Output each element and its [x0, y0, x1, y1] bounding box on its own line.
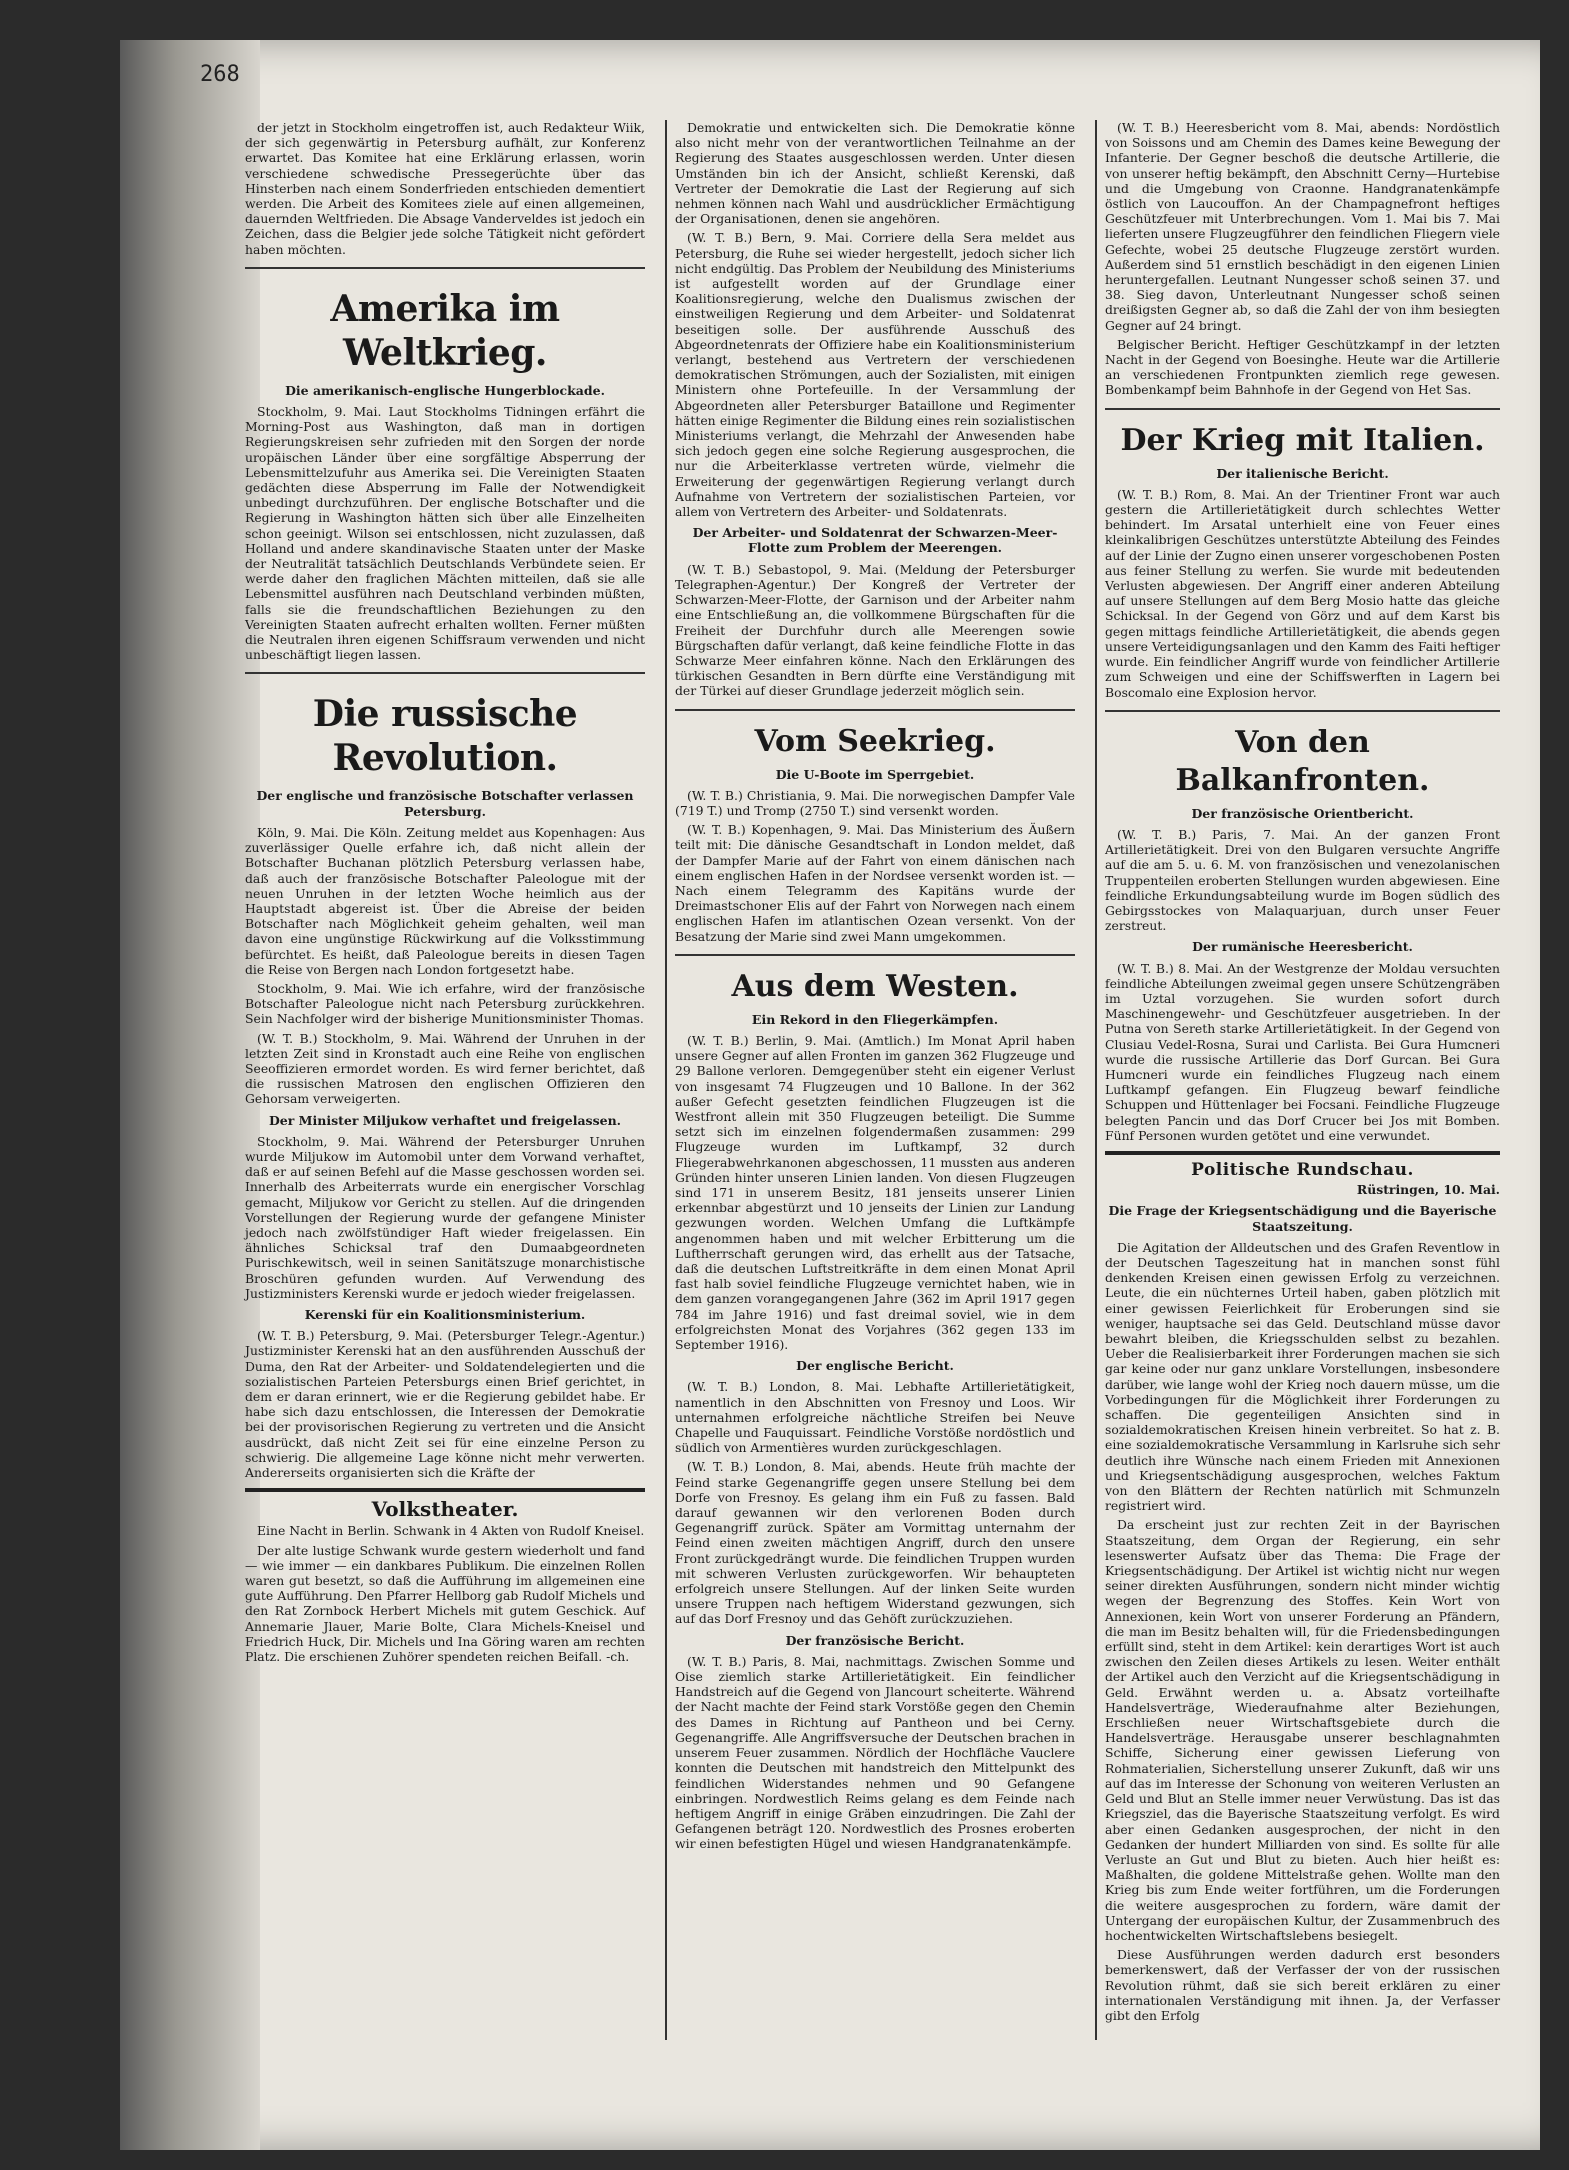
subheading: Der englische Bericht.: [796, 1358, 954, 1374]
article-text: (W. T. B.) Heeresbericht vom 8. Mai, abends: Nordöstlich von Soissons und am Chemin des Dames keine Bewegung der Infanterie. Der Gegner beschoß die deutsche Artillerie, die von unserer heftig bekämpft, den Abschnitt Cerny—Hurtebise und die Umgebung von Craonne. Handgranatenkämpfe östlich von Laucouffon. An der Champagnefront heftiges Geschützfeuer mit Unterbrechungen. Vom 1. Mai bis 7. Mai lieferten unsere Flugzeugführer den feindlichen Fliegern viele Gefechte, wobei 25 deutsche Flugzeuge zerstört wurden. Außerdem sind 51 ernstlich beschädigt in den eigenen Linien heruntergefallen. Leutnant Nungesser schoß seinen 37. und 38. Sieg davon, Unterleutnant Nungesser schoß seinen dreißigsten Gegner ab, so daß die Zahl der von ihm besiegten Gegner auf 24 bringt.: [1105, 120, 1500, 333]
column-1: [245, 120, 645, 1668]
headline-revolution: Die russische Revolution.: [312, 693, 578, 780]
article-text: Der alte lustige Schwank wurde gestern wiederholt und fand — wie immer — ein dankbares Publikum. Die einzelnen Rollen waren gut besetzt, so daß die Aufführung im allgemeinen eine gute Aufführung. Den Pfarrer Hellborg gab Rudolf Michels und den Rat Zornbock Herbert Michels mit gutem Geschick. Auf Annemarie Jlauer, Marie Bolte, Clara Michels-Kneisel und Friedrich Huck, Dir. Michels und Ina Göring waren am rechten Platz. Die erschienen Zuhörer spendeten reichen Beifall. -ch.: [245, 1542, 645, 1665]
subheading: Die U-Boote im Sperrgebiet.: [775, 766, 975, 782]
subheading: Der Minister Miljukow verhaftet und freigelassen.: [268, 1112, 622, 1128]
headline-theater: Volkstheater.: [371, 1497, 519, 1522]
column-rule: [1095, 120, 1097, 2040]
article-text: (W. T. B.) Paris, 8. Mai, nachmittags. Zwischen Somme und Oise ziemlich starke Artillerietätigkeit. Ein feindlicher Handstreich auf die Gegend von Jlancourt scheiterte. Während der Nacht machte der Feind stark Vorstöße gegen den Chemin des Dames in Richtung auf Pantheon und bei Cerny. Gegenangriffe. Alle Angriffsversuche der Deutschen brachen in unserem Feuer zusammen. Nördlich der Hochfläche Vauclere konnten die Deutschen mit handstreich den Mittelpunkt des feindlichen Widerstandes nehmen und 90 Gefangene einbringen. Nordwestlich Reims gelang es dem Feinde nach heftigem Angriff in einige Gräben einzudringen. Die Zahl der Gefangenen beträgt 120. Nordwestlich des Prosnes eroberten wir einen befestigten Hügel und wiesen Handgranatenkämpfe.: [675, 1653, 1075, 1852]
divider: [245, 267, 645, 269]
divider: [675, 954, 1075, 956]
column-3: [1105, 120, 1500, 2027]
subheading: Die Frage der Kriegsentschädigung und die Bayerische Staatszeitung.: [1108, 1203, 1497, 1234]
subheading: Der französische Bericht.: [785, 1632, 965, 1648]
divider: [245, 1488, 645, 1492]
divider: [245, 672, 645, 674]
article-text: Diese Ausführungen werden dadurch erst besonders bemerkenswert, daß der Verfasser der von der russischen Revolution rühmt, daß sie sich bereit erklären zu einer internationalen Verständigung mit ihnen. Ja, der Verfasser gibt den Erfolg: [1105, 1947, 1500, 2023]
article-text: (W. T. B.) Christiania, 9. Mai. Die norwegischen Dampfer Vale (719 T.) und Tromp (2750 T.) sind versenkt worden.: [675, 787, 1075, 818]
article-text: (W. T. B.) Stockholm, 9. Mai. Während der Unruhen in der letzten Zeit sind in Kronstadt auch eine Reihe von englischen Seeoffizieren ermordet worden. Es wird ferner berichtet, daß die russischen Matrosen den englischen Offizieren den Gehorsam verweigerten.: [245, 1030, 645, 1107]
subheading: Der italienische Bericht.: [1216, 465, 1389, 481]
subheading: Ein Rekord in den Fliegerkämpfen.: [751, 1011, 999, 1027]
dateline: Rüstringen, 10. Mai.: [1356, 1182, 1500, 1198]
headline-balkan: Von den Balkanfronten.: [1175, 724, 1430, 798]
article-text: Stockholm, 9. Mai. Laut Stockholms Tidningen erfährt die Morning-Post aus Washington, daß man in dortigen Regierungskreisen sehr zufrieden mit den Sorgen der norde uropäischen Länder über eine sorgfältige Absperrung der Lebensmittelzufuhr aus Amerika sei. Die Vereinigten Staaten gedächten diese Absperrung im Falle der Notwendigkeit unbedingt durchzuführen. Der englische Botschafter und die Regierung in Washington hätten sich über alle Einzelheiten schon geeinigt. Wilson sei entschlossen, nicht zuzulassen, daß Holland und andere skandinavische Staaten unter der Maske der Neutralität tatsächlich Deutschlands Verbündete seien. Er werde daher den fraglichen Mächten mitteilen, daß sie alle Lebensmittel ausführen nach Deutschland verbinden müßten, falls sie die freundschaftlichen Beziehungen zu den Vereinigten Staaten aufrecht erhalten wollten. Ferner müßten die Neutralen ihren eigenen Schiffsraum verwenden und nicht unbeschäftigt liegen lassen.: [245, 404, 645, 663]
subheading: Der rumänische Heeresbericht.: [1192, 939, 1413, 955]
divider: [1105, 710, 1500, 712]
newspaper-page: [120, 40, 1540, 2150]
article-text: (W. T. B.) London, 8. Mai, abends. Heute früh machte der Feind starke Gegenangriffe gegen unsere Stellung bei dem Dorfe von Fresnoy. Es gelang ihm ein Fuß zu fassen. Bald darauf gewannen wir den verlorenen Boden durch Gegenangriff zurück. Später am Vormittag unternahm der Feind einen zweiten mächtigen Angriff, durch den unsere Front zurückgedrängt wurde. Die feindlichen Truppen wurden mit schweren Verlusten zurückgeworfen. Wir behaupteten erfolgreich unsere Stellungen. Auf der linken Seite wurden unsere Truppen nach heftigem Widerstand gezwungen, sich auf das Dorf Fresnoy und das Gehöft zurückzuziehen.: [675, 1459, 1075, 1627]
article-text: (W. T. B.) Petersburg, 9. Mai. (Petersburger Telegr.-Agentur.) Justizminister Kerenski hat an den ausführenden Ausschuß der Duma, den Rat der Arbeiter- und Soldatendelegierten und die sozialistischen Parteien Petersburgs einen Brief gerichtet, in dem er daran erinnert, wie er die Regierung gebildet habe. Er habe sich dazu entschlossen, die Interessen der Demokratie bei der provisorischen Regierung zu vertreten und die Ansicht ausdrückt, daß nicht Zeit sei für eine einzelne Person zu schwierig. Die allgemeine Lage könne nicht mehr verwerten. Andererseits organisierten sich die Kräfte der: [245, 1328, 645, 1481]
article-text: (W. T. B.) Berlin, 9. Mai. (Amtlich.) Im Monat April haben unsere Gegner auf allen Fronten im ganzen 362 Flugzeuge und 29 Ballone verloren. Demgegenüber steht ein eigener Verlust von insgesamt 74 Flugzeugen und 10 Ballone. In der 362 außer Gefecht gesetzten feindlichen Flugzeugen ist die Westfront allein mit 350 Flugzeugen beteiligt. Die Summe setzt sich im einzelnen folgendermaßen zusammen: 299 Flugzeuge wurden im Luftkampf, 32 durch Fliegerabwehrkanonen abgeschossen, 11 mussten aus anderen Gründen hinter unseren Linien landen. Von diesen Flugzeugen sind 171 in unserem Besitz, 181 jenseits unserer Linien erkennbar abgestürzt und 10 jenseits der Linien zur Landung gezwungen worden. Welchen Umfang die Luftkämpfe angenommen haben und mit welcher Erbitterung um die Luftherrschaft gerungen wird, das erhellt aus der Tatsache, daß die deutschen Luftstreitkräfte in dem einen Monat April fast halb soviel feindliche Flugzeuge vernichtet haben, wie in dem ganzen vorangegangenen Jahre (362 im April 1917 gegen 784 im Jahre 1916) und fast dreimal soviel, wie in dem erfolgreichsten Monat des Vorjahres (362 gegen 133 im September 1916).: [675, 1032, 1075, 1353]
article-text: Da erscheint just zur rechten Zeit in der Bayrischen Staatszeitung, dem Organ der Regierung, ein sehr lesenswerter Aufsatz über das Thema: Die Frage der Kriegsentschädigung. Der Artikel ist wichtig nicht nur wegen seiner direkten Ausführungen, sondern nicht minder wichtig wegen der Begrenzung des Stoffes. Kein Wort von Annexionen, kein Wort von unserer Forderung an Pfändern, die man im Besitz behalten will, für die Friedensbedingungen erfüllt sind, steht in dem Artikel: kein derartiges Wort ist auch zwischen den Zeilen dieses Artikels zu lesen. Weiter enthält der Artikel auch den Verzicht auf die Kriegsentschädigung in Geld. Erwähnt werden u. a. Absatz vorteilhafte Handelsverträge, Wiederaufnahme alter Beziehungen, Erschließen neuer Wirtschaftsgebiete durch die Handelsverträge. Herausgabe unserer beschlagnahmten Schiffe, Sicherung einer gewissen Lieferung von Rohmaterialien, Sicherstellung unserer Zukunft, daß wir uns auf das im Interesse der Schonung von weiteren Verlusten an Geld und Blut an Stelle immer neuer Verwüstung. Das ist das Kriegsziel, das die Bayerische Staatszeitung verfolgt. Es wird aber einen Gedanken ausgesprochen, der nicht in den Gedanken der hundert Milliarden von sind. Es sollte für alle Verluste an Gut und Blut zu bieten. Auch hier heißt es: Maßhalten, die goldene Mittelstraße gehen. Wollte man den Krieg bis zum Ende weiter fortführen, um die Forderungen die weitere ausgesprochen zu fordern, wäre damit der Untergang der europäischen Kultur, der Zusammenbruch des hochentwickelten Wirtschaftslebens besiegelt.: [1105, 1517, 1500, 1943]
headline-rundschau: Politische Rundschau.: [1191, 1159, 1414, 1180]
article-text: Stockholm, 9. Mai. Wie ich erfahre, wird der französische Botschafter Paleologue nicht nach Petersburg zurückkehren. Sein Nachfolger wird der bisherige Munitionsminister Thomas.: [245, 980, 645, 1027]
subheading: Der französische Orientbericht.: [1191, 805, 1414, 821]
divider: [1105, 408, 1500, 410]
article-text: (W. T. B.) Paris, 7. Mai. An der ganzen Front Artillerietätigkeit. Drei von den Bulgaren versuchte Angriffe auf die am 5. u. 6. M. von französischen und venezolanischen Truppenteilen eroberten Stellungen wurden abgewiesen. Eine feindliche Erkundungsabteilung wurde im Bogen südlich des Gebirgsstockes von Malaquarjuan, durch unser Feuer zerstreut.: [1105, 826, 1500, 934]
column-2: [675, 120, 1075, 1856]
article-text: Die Agitation der Alldeutschen und des Grafen Reventlow in der Deutschen Tageszeitung hat in manchen sonst fühl denkenden Kreisen einen gewissen Erfolg zu verzeichnen. Leute, die ein nüchternes Urteil haben, gaben plötzlich mit einer gewissen Feierlichkeit für Eroberungen sind sie weniger, hauptsache sei das Geld. Deutschland müsse davor bewahrt bleiben, die Kriegsschulden selbst zu bezahlen. Ueber die Realisierbarkeit ihrer Forderungen machen sie sich gar keine oder nur ganz unklare Vorstellungen, insbesondere darüber, wie lange wohl der Krieg noch dauern müsse, um die Vorbedingungen für die Möglichkeit ihrer Forderungen zu schaffen. Die gegenteiligen Ansichten sind in sozialdemokratischen Kreisen hinein verbreitet. So hat z. B. eine sozialdemokratische Versammlung in Karlsruhe sich sehr deutlich ihre Wünsche nach einem Frieden mit Annexionen und Kriegsentschädigung ausgesprochen, welches Faktum von den Blättern der Rechten natürlich mit Schmunzeln registriert wird.: [1105, 1239, 1500, 1514]
column-rule: [665, 120, 667, 2040]
headline-amerika: Amerika im Weltkrieg.: [330, 287, 560, 374]
subheading: Der Arbeiter- und Soldatenrat der Schwarzen-Meer-Flotte zum Problem der Meerengen.: [692, 525, 1058, 556]
headline-seekrieg: Vom Seekrieg.: [754, 723, 996, 759]
article-text: Stockholm, 9. Mai. Während der Petersburger Unruhen wurde Miljukow im Automobil unter dem Vorwand verhaftet, daß er auf seinen Befehl auf die Masse geschossen worden sei. Innerhalb des Arbeiterrats wurde ein energischer Vorschlag gemacht, Miljukow vor Gericht zu stellen. Auf die dringenden Vorstellungen der Regierung wurde der gefangene Minister jedoch nach zwölfstündiger Haft wieder freigelassen. Ein ähnliches Schicksal traf den Dumaabgeordneten Purischkewitsch, weil in seinen Sanitätszuge monarchistische Broschüren gefunden wurden. Auf Verwendung des Justizministers Kerenski wurde er jedoch wieder freigelassen.: [245, 1133, 645, 1301]
article-text: (W. T. B.) 8. Mai. An der Westgrenze der Moldau versuchten feindliche Abteilungen zweimal gegen unsere Schützengräben im Uztal vorzugehen. Sie wurden sofort durch Maschinengewehr- und Geschützfeuer ausgetrieben. In der Putna von Sereth starke Artillerietätigkeit. In der Gegend von Clusiau Vedel-Rosna, Surai und Carlista. Bei Gura Humcneri wurde die russische Artillerie das Dorf Gurcan. Bei Gura Humcneri wurde ein feindliches Flugzeug nach einem Luftkampf gefangen. Ein Flugzeug bewarf feindliche Schuppen und Hüttenlager bei Focsani. Feindliche Flugzeuge belegten Pancin und das Dorf Crucer bei Jos mit Bomben. Fünf Personen wurden getötet und eine verwundet.: [1105, 960, 1500, 1143]
article-text: (W. T. B.) London, 8. Mai. Lebhafte Artillerietätigkeit, namentlich in den Abschnitten von Fresnoy und Loos. Wir unternahmen erfolgreiche nächtliche Streifen bei Neuve Chapelle und Fauquissart. Feindliche Vorstöße nordöstlich und südlich von Armentières wurden zurückgeschlagen.: [675, 1379, 1075, 1456]
divider: [1105, 1151, 1500, 1155]
page-number: 268: [200, 62, 240, 87]
article-text: Eine Nacht in Berlin. Schwank in 4 Akten von Rudolf Kneisel.: [257, 1523, 645, 1539]
article-text: (W. T. B.) Rom, 8. Mai. An der Trientiner Front war auch gestern die Artillerietätigkeit durch schlechtes Wetter behindert. Im Arsatal unterhielt eine von Feuer eines kleinkalibrigen Geschützes unterstützte Abteilung des Feindes auf der Linie der Zugno einen unserer vorgeschobenen Posten aus feiner Stellung zu werfen. Sie wurde mit bedeutenden Verlusten abgewiesen. Der Angriff einer anderen Abteilung auf unsere Stellungen auf dem Berg Mosio hatte das gleiche Schicksal. In der Gegend von Görz und auf dem Karst bis gegen mittags feindliche Artillerietätigkeit, die abends gegen unsere Verteidigungsanlagen und den Kamm des Faiti heftiger wurde. Ein feindlicher Angriff wurde von feindlicher Artillerie zum Schweigen und eine der Schiffswerften in Lagern bei Boscomalo eine Explosion hervor.: [1105, 486, 1500, 700]
subheading: Der englische und französische Botschafter verlassen Petersburg.: [256, 788, 634, 819]
headline-italien: Der Krieg mit Italien.: [1120, 422, 1485, 458]
article-text: der jetzt in Stockholm eingetroffen ist, auch Redakteur Wiik, der sich gegenwärtig in Petersburg aufhält, zur Konferenz erwartet. Das Komitee hat eine Erklärung erlassen, worin verschiedene schwedische Pressegerüchte über das Hinsterben nach einem Sonderfrieden entschieden dementiert werden. Die Arbeit des Komitees ziele auf einen allgemeinen, dauernden Weltfrieden. Die Absage Vanderveldes ist jedoch ein Zeichen, dass die Belgier jede solche Tätigkeit nicht gefördert haben möchten.: [245, 120, 645, 257]
article-text: (W. T. B.) Kopenhagen, 9. Mai. Das Ministerium des Äußern teilt mit: Die dänische Gesandtschaft in London meldet, daß der Dampfer Marie auf der Fahrt von einem dänischen nach einem englischen Hafen in der Nordsee versenkt worden ist. — Nach einem Telegramm des Kapitäns wurde der Dreimastschoner Elis auf der Fahrt von Norwegen nach einem englischen Hafen im atlantischen Ozean versenkt. Von der Besatzung der Marie sind zwei Mann umgekommen.: [675, 822, 1075, 944]
article-text: Demokratie und entwickelten sich. Die Demokratie könne also nicht mehr von der verantwortlichen Teilnahme an der Regierung des Staates ausgeschlossen werden. Unter diesen Umständen bin ich der Ansicht, schließt Kerenski, daß Vertreter der Demokratie die Last der Regierung auf sich nehmen können nach Wahl und ausdrücklicher Ermächtigung der Organisationen, denen sie angehören.: [675, 120, 1075, 227]
subheading: Kerenski für ein Koalitionsministerium.: [304, 1306, 586, 1322]
article-text: (W. T. B.) Sebastopol, 9. Mai. (Meldung der Petersburger Telegraphen-Agentur.) Der Kongreß der Vertreter der Schwarzen-Meer-Flotte, der Garnison und der Arbeiter nahm eine Entschließung an, die vollkommene Bürgschaften für die Freiheit der Durchfuhr durch alle Meerengen sowie Bürgschaften dafür verlangt, daß keine feindliche Flotte in das Schwarze Meer einfahren könne. Nach den Erklärungen des türkischen Gesandten in Bern dürfte eine Verständigung mit der Türkei auf dieser Grundlage jederzeit möglich sein.: [675, 561, 1075, 699]
article-text: Köln, 9. Mai. Die Köln. Zeitung meldet aus Kopenhagen: Aus zuverlässiger Quelle erfahre ich, daß nicht allein der Botschafter Buchanan plötzlich Petersburg verlassen habe, daß auch der französische Botschafter Paleologue mit der neuen Unruhen in der letzten Woche heimlich aus der Hauptstadt abgereist ist. Über die Abreise der beiden Botschafter nach Möglichkeit geheim gehalten, weil man davon eine ungünstige Rückwirkung auf die Volksstimmung befürchtet. Es heißt, daß Paleologue bereits in diesen Tagen die Reise von Bergen nach London fortgesetzt habe.: [245, 824, 645, 977]
divider: [675, 709, 1075, 711]
subheading: Die amerikanisch-englische Hungerblockade.: [285, 382, 605, 398]
book-gutter: [120, 40, 260, 2150]
article-text: (W. T. B.) Bern, 9. Mai. Corriere della Sera meldet aus Petersburg, die Ruhe sei wieder hergestellt, jedoch sicher lich nicht endgültig. Das Problem der Neubildung des Ministeriums ist aufgestellt worden auf der Grundlage einer Koalitionsregierung, welche den Dualismus zwischen der einstweiligen Regierung und dem Arbeiter- und Soldatenrat beseitigen solle. Der ausführende Ausschuß des Abgeordnetenrats der Offiziere habe ein Koalitionsministerium verlangt, bestehend aus Vertretern der verschiedenen demokratischen Strömungen, auch der Sozialisten, mit einigen Ministern ohne Portefeuille. In der Versammlung der Abgeordneten aller Petersburger Bataillone und Regimenter hätten einige Regimenter die Bildung eines rein sozialistischen Ministeriums verlangt, die Mehrzahl der Anwesenden habe sich jedoch gegen eine solche Regierung ausgesprochen, die nur die Arbeiterklasse vertreten würde, vielmehr die Erweiterung der gegenwärtigen Regierung verlangt durch Aufnahme von Vertretern der sozialistischen Parteien, vor allem von Vertretern des Arbeiter- und Soldatenrats.: [675, 230, 1075, 520]
article-text: Belgischer Bericht. Heftiger Geschützkampf in der letzten Nacht in der Gegend von Boesinghe. Heute war die Artillerie an verschiedenen Frontpunkten ziemlich rege gewesen. Bombenkampf beim Bahnhofe in der Gegend von Het Sas.: [1105, 336, 1500, 398]
headline-westen: Aus dem Westen.: [731, 968, 1019, 1004]
